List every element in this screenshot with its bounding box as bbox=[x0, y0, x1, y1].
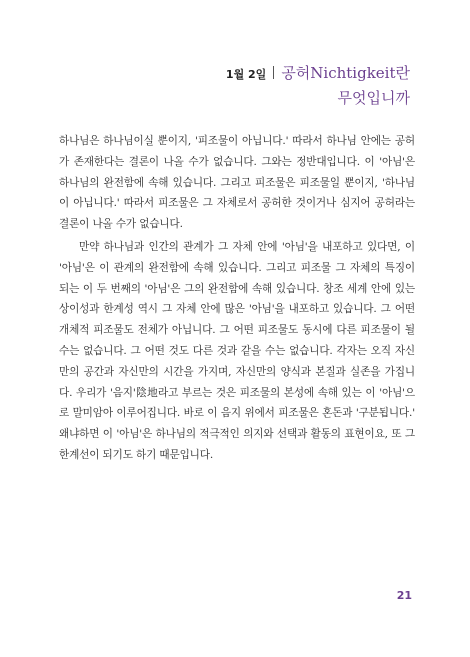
header-line-1 bbox=[226, 62, 410, 83]
page-number: 21 bbox=[396, 589, 412, 602]
devotional-date: 1월 2일 bbox=[225, 68, 267, 81]
header-divider bbox=[273, 66, 274, 79]
page-title-line-2: 무엇입니까 bbox=[337, 89, 410, 107]
paragraph-2: 만약 하나님과 인간의 관계가 그 자체 안에 '아님'을 내포하고 있다면, 이 '아님'은 이 관계의 완전함에 속해 있습니다. 그리고 피조물 그 자체의 특징이 되는 이 두 번째의 '아님'은 그의 완전함에 속해 있습니다. 창조 세계 안에 있는 상이성과 한계성 역시 그 자체 안에 많은 '아님'을 내포하고 있습니다. 그 어떤 개체적 피조물도 전체가 아닙니다. 그 어떤 피조물도 동시에 다른 피조물이 될 수는 없습니다. 그 어떤 것도 다른 것과 같을 수는 없습니다. 각자는 오직 자신만의 공간과 자신만의 시간을 가지며, 자신만의 양식과 본질과 실존을 가집니다. 우리가 '음지'陰地라고 부르는 것은 피조물의 본성에 속해 있는 이 '아님'으로 말미암아 이루어집니다. 바로 이 음지 위에서 피조물은 혼돈과 '구분됩니다.' 왜냐하면 이 '아님'은 하나님의 적극적인 의지와 선택과 활동의 표현이요, 또 그 한계선이 되기도 하기 때문입니다. bbox=[59, 240, 415, 461]
page-header bbox=[226, 62, 410, 108]
page-title-line-1: 공허Nichtigkeit란 bbox=[281, 64, 410, 82]
paragraph-1: 하나님은 하나님이실 뿐이지, '피조물이 아닙니다.' 따라서 하나님 안에는 공허가 존재한다는 결론이 나올 수가 없습니다. 그와는 정반대입니다. 이 '아님'은 하나님의 완전함에 속해 있습니다. 그리고 피조물은 피조물일 뿐이지, '하나님이 아닙니다.' 따라서 피조물은 그 자체로서 공허한 것이거나 심지어 공허라는 결론이 나올 수가 없습니다. bbox=[59, 135, 415, 231]
body-text bbox=[59, 131, 415, 466]
